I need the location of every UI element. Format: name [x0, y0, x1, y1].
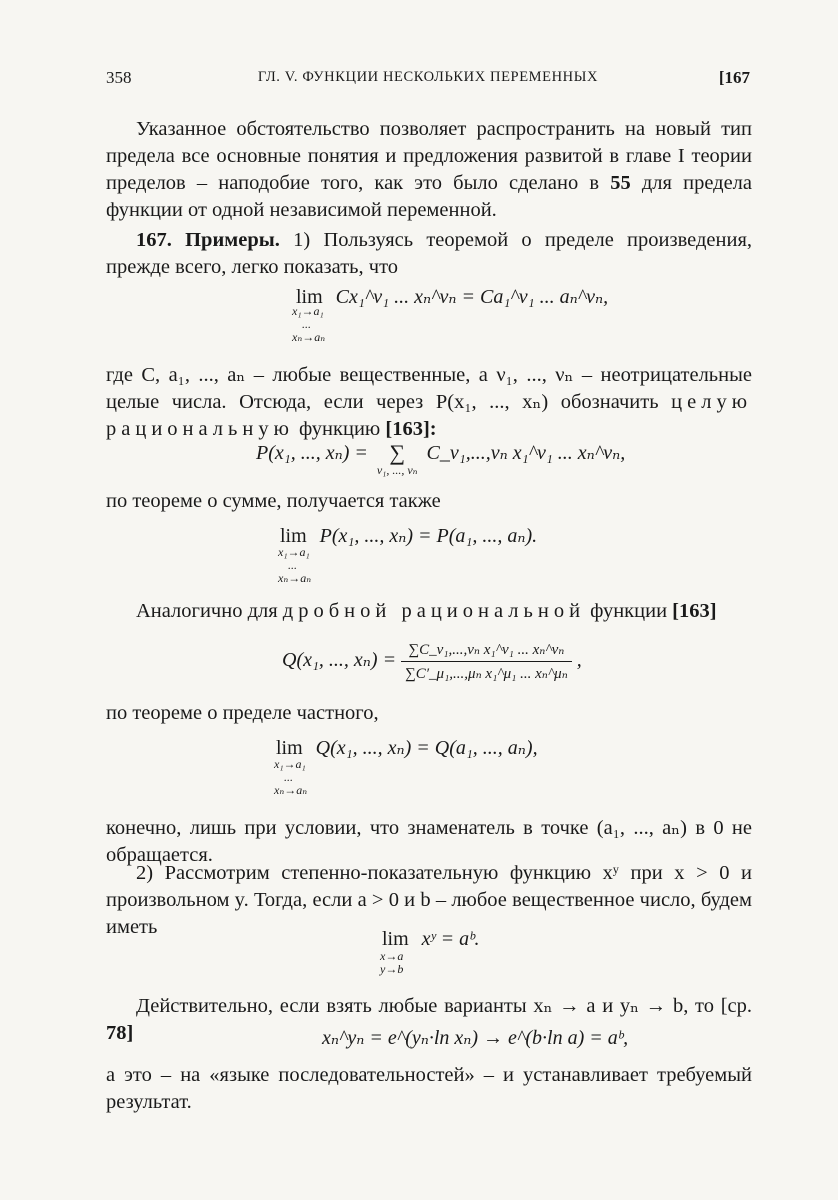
chapter-title: ГЛ. V. ФУНКЦИИ НЕСКОЛЬКИХ ПЕРЕМЕННЫХ	[257, 69, 599, 85]
formula-limit-rational: lim Q(x₁, ..., xₙ) = Q(a₁, ..., aₙ),	[276, 737, 538, 759]
paragraph-examples: 167. Примеры. 1) Пользуясь теоремой о пределе произведения, прежде всего, легко показать, что	[106, 229, 753, 278]
ref-78: 78]	[106, 1022, 134, 1044]
formula-limit-polynomial: lim P(x₁, ..., xₙ) = P(a₁, ..., aₙ).	[280, 525, 538, 547]
fraction: $\frac{\text{∑C\_ν₁,...,νₙ x₁\textasciicircum{}ν₁ ... xₙ\textasciicircum{}νₙ}}{\text{∑C′\_μ₁,...,μₙ x₁\textasciicircum{}μ₁ ... xₙ\textasciicircum{}μₙ}}$	[401, 640, 572, 683]
spaced-term: целую рациональную	[106, 391, 753, 440]
ref-163: [163]	[672, 600, 717, 622]
paragraph-conclusion: а это – на «языке последовательностей» – и устанавливает требуемый результат.	[106, 1064, 752, 1113]
limit-subscript: x→a y→b	[380, 949, 404, 976]
formula-limit-power: lim xʸ = aᵇ.	[382, 928, 480, 950]
limit-subscript: x₁→a₁ ... xₙ→aₙ	[292, 304, 326, 344]
formula-sequence-limit: xₙ^yₙ = e^(yₙ·ln xₙ) → e^(b·ln a) = aᵇ,	[322, 1027, 629, 1049]
paragraph-power-exponential: 2) Рассмотрим степенно-показательную функцию xʸ при x > 0 и произвольном y. Тогда, если a > 0 и b – любое вещественное число, будем иметь	[106, 862, 752, 938]
paragraph-quotient-theorem: по теореме о пределе частного,	[106, 702, 379, 724]
formula-polynomial: P(x₁, ..., xₙ) = ∑ ν₁, ..., νₙ C_ν₁,...,νₙ x₁^ν₁ ... xₙ^νₙ,	[256, 440, 626, 477]
limit-subscript: x₁→a₁ ... xₙ→aₙ	[274, 757, 308, 797]
paragraph-condition: конечно, лишь при условии, что знаменатель в точке (a₁, ..., aₙ) в 0 не обращается.	[106, 817, 752, 866]
spaced-term: дробной рациональной	[282, 600, 586, 622]
sum-sign: ∑ ν₁, ..., νₙ	[376, 440, 418, 477]
section-heading: 167. Примеры.	[136, 229, 280, 251]
section-ref: 55	[610, 172, 631, 194]
section-number: [167	[718, 68, 750, 87]
paragraph-rational: Аналогично для дробной рациональной функции [163]	[136, 600, 717, 622]
paragraph-indeed: Действительно, если взять любые варианты xₙ → a и yₙ → b, то [ср. 78]	[106, 995, 752, 1044]
limit-subscript: x₁→a₁ ... xₙ→aₙ	[278, 545, 312, 585]
ref-163: [163]:	[385, 418, 437, 440]
paragraph-intro: Указанное обстоятельство позволяет распространить на новый тип предела все основные понятия и предложения развитой в главе I теории пределов – наподобие того, как это было сделано в 55 для предела функции от одной независимой переменной.	[106, 118, 753, 221]
paragraph-where: где C, a₁, ..., aₙ – любые вещественные, а ν₁, ..., νₙ – неотрицательные целые числа. Отсюда, если через P(x₁, ..., xₙ) обозначить целую рациональную функцию [163]:	[106, 364, 753, 440]
formula-limit-monomial: lim Cx₁^ν₁ ... xₙ^νₙ = Ca₁^ν₁ ... aₙ^νₙ,	[296, 286, 609, 308]
paragraph-sum-theorem: по теореме о сумме, получается также	[106, 490, 441, 512]
running-header	[106, 68, 750, 92]
formula-rational-function: Q(x₁, ..., xₙ) = $\frac{\text{∑C\_ν₁,...,νₙ x₁\textasciicircum{}ν₁ ... xₙ\textasciicircum{}νₙ}}{\text{∑C′\_μ₁,...,μₙ x₁\textasciicircum{}μ₁ ... xₙ\textasciicircum{}μₙ}}$ ,	[282, 642, 582, 682]
page-number: 358	[106, 68, 132, 87]
